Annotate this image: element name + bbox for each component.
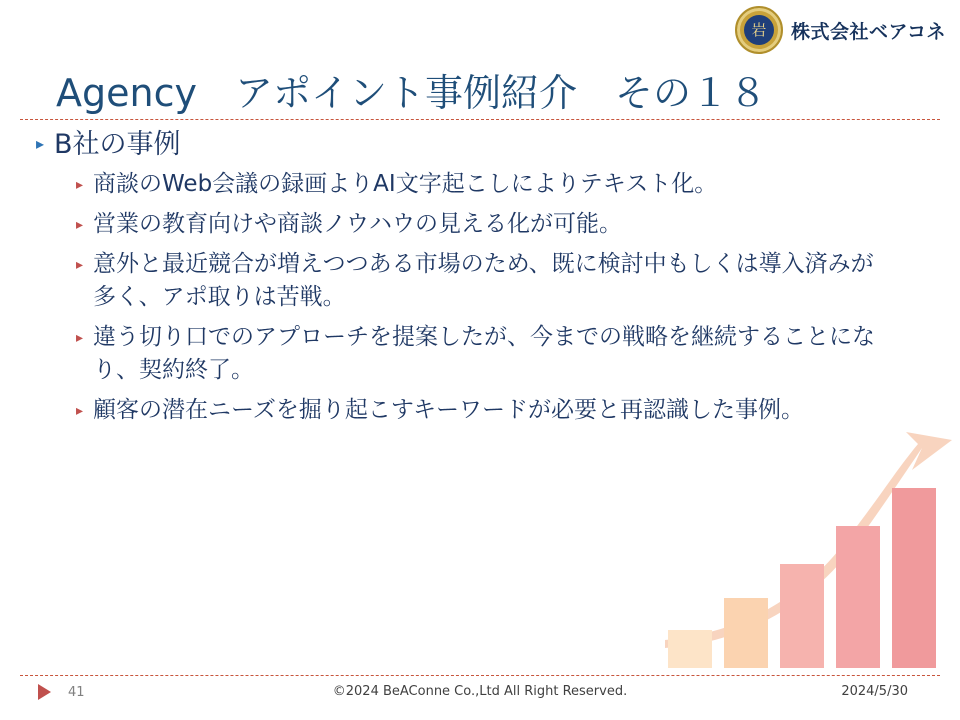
triangle-bullet-icon: ▸ (76, 216, 84, 232)
page-title: Agency アポイント事例紹介 その１８ (56, 71, 767, 115)
triangle-bullet-icon: ▸ (76, 256, 84, 272)
bullet-item-level2 (36, 208, 926, 241)
bullet-text: 違う切り口でのアプローチを提案したが、今までの戦略を継続することになり、契約終了。 (93, 324, 876, 383)
company-logo (735, 6, 946, 54)
triangle-bullet-icon: ▸ (76, 329, 84, 345)
growth-bar-chart-graphic (660, 418, 960, 668)
triangle-bullet-icon: ▸ (36, 136, 45, 153)
triangle-bullet-icon: ▸ (76, 402, 84, 418)
triangle-bullet-icon: ▸ (76, 176, 84, 192)
bullet-item-level2 (36, 394, 926, 427)
bullet-item-level2 (36, 321, 926, 387)
copyright-text: ©2024 BeAConne Co.,Ltd All Right Reserved. (332, 684, 628, 699)
bullet-item-level2 (36, 248, 926, 314)
page-number: 41 (68, 685, 85, 700)
crest-badge-icon (735, 6, 783, 54)
bullet-text: 営業の教育向けや商談ノウハウの見える化が可能。 (93, 211, 623, 237)
bullet-item-level1 (36, 128, 926, 162)
bullet-text: B社の事例 (54, 129, 181, 160)
bullet-text: 商談のWeb会議の録画よりAI文字起こしによりテキスト化。 (93, 171, 718, 197)
footer-divider (20, 675, 940, 676)
slide-date: 2024/5/30 (841, 684, 908, 699)
company-name: 株式会社ベアコネ (790, 20, 946, 43)
bullet-text: 顧客の潜在ニーズを掘り起こすキーワードが必要と再認識した事例。 (93, 397, 804, 423)
crest-glyph: 岩 (744, 15, 774, 45)
bullet-item-level2 (36, 168, 926, 201)
title-divider (20, 119, 940, 120)
bullet-text: 意外と最近競合が増えつつある市場のため、既に検討中もしくは導入済みが多く、アポ取りは苦戦。 (93, 251, 874, 310)
slide-body (36, 128, 926, 434)
